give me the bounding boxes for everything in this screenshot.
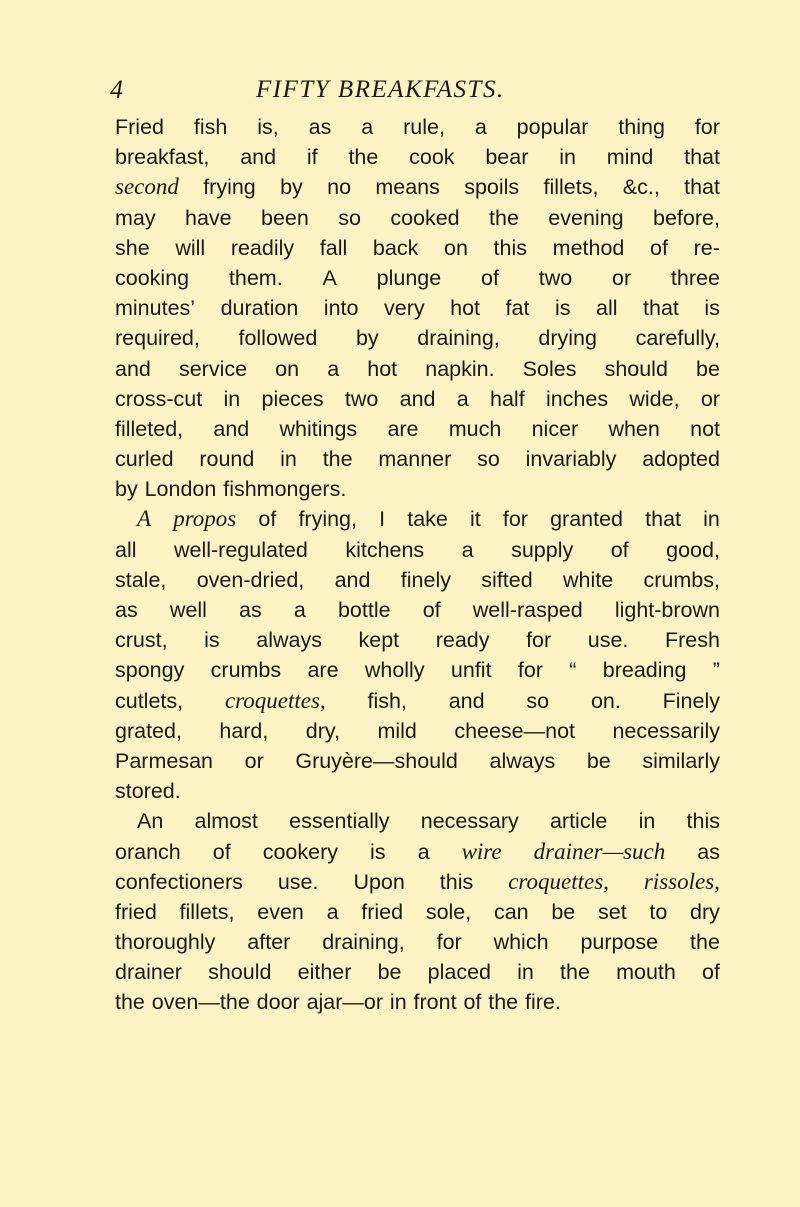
text-line: thoroughly after draining, for which purpose the [115,930,720,955]
paragraph [115,504,720,806]
paragraph [115,112,720,504]
text-line: minutes’ duration into very hot fat is all that is [115,296,720,321]
text-line: fried fillets, even a fried sole, can be set to dry [115,899,720,924]
text-line: filleted, and whitings are much nicer when not [115,416,720,441]
text-line: confectioners use. Upon this croquettes, rissoles, [115,868,720,894]
text-line: cooking them. A plunge of two or three [115,265,720,290]
text-line: second frying by no means spoils fillets, &c., that [115,174,720,200]
text-line: the oven—the door ajar—or in front of the fire. [115,990,561,1015]
text-line: all well-regulated kitchens a supply of good, [115,537,720,562]
text-line: Parmesan or Gruyère—should always be similarly [115,748,720,773]
text-line: may have been so cooked the evening before, [115,205,720,230]
text-line: she will readily fall back on this method of re- [115,235,720,260]
page-number: 4 [110,75,123,104]
text-line: A propos of frying, I take it for granted that in [137,506,720,532]
text-line: grated, hard, dry, mild cheese—not necessarily [115,718,720,743]
text-line: spongy crumbs are wholly unfit for “ breading ” [115,658,720,683]
text-line: cross-cut in pieces two and a half inches wide, or [115,386,720,411]
text-line: stale, oven-dried, and finely sifted white crumbs, [115,567,720,592]
text-line: and service on a hot napkin. Soles should be [115,356,720,381]
text-line: breakfast, and if the cook bear in mind that [115,145,720,170]
text-line: crust, is always kept ready for use. Fresh [115,628,720,653]
text-line: stored. [115,779,181,804]
running-title: FIFTY BREAKFASTS. [256,76,505,103]
text-line: required, followed by draining, drying carefully, [115,326,720,351]
text-line: by London fishmongers. [115,477,347,502]
paragraph [115,806,720,1017]
text-line: Fried fish is, as a rule, a popular thing for [115,115,720,139]
text-line: as well as a bottle of well-rasped light-brown [115,598,720,622]
page-header [0,72,800,112]
text-line: drainer should either be placed in the mouth of [115,960,720,985]
text-line: cutlets, croquettes, fish, and so on. Finely [115,687,720,713]
body-text [115,112,720,1018]
text-line: An almost essentially necessary article in this [137,809,720,834]
text-line: oranch of cookery is a wire drainer—such as [115,838,720,864]
text-line: curled round in the manner so invariably adopted [115,447,720,472]
